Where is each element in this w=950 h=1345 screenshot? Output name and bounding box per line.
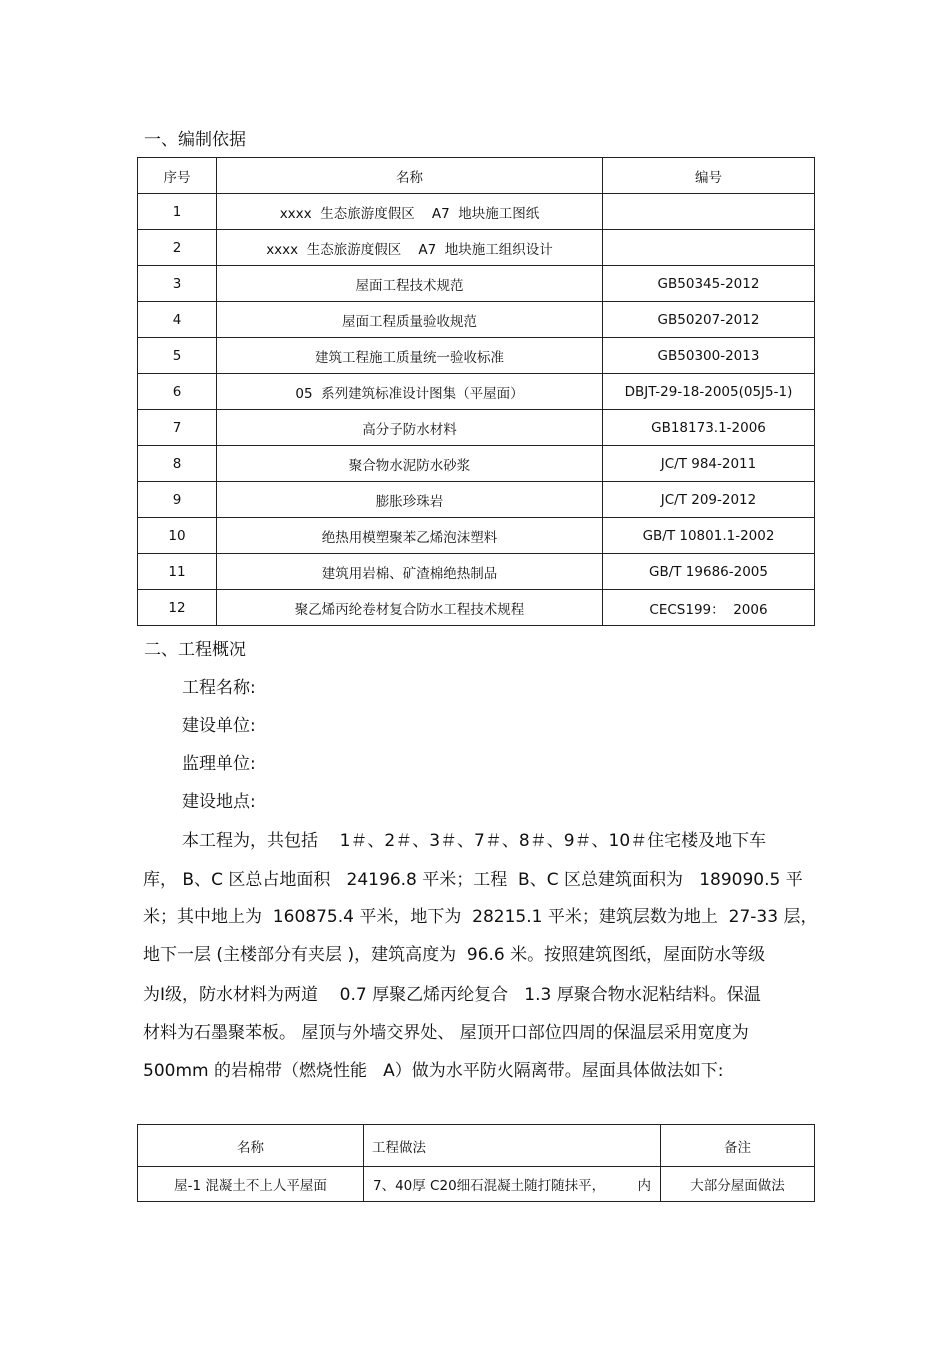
table-header-row [138, 158, 815, 194]
cell-index: 12 [138, 590, 217, 626]
cell-name: 绝热用模塑聚苯乙烯泡沫塑料 [217, 518, 603, 554]
table-row [138, 302, 815, 338]
header-name: 名称 [217, 158, 603, 194]
cell-roof-name: 屋-1 混凝土不上人平屋面 [138, 1167, 364, 1202]
cell-index: 2 [138, 230, 217, 266]
cell-name: xxxx 生态旅游度假区 A7 地块施工图纸 [217, 194, 603, 230]
header-index: 序号 [138, 158, 217, 194]
table-row [138, 266, 815, 302]
header-code: 编号 [603, 158, 815, 194]
header-name: 名称 [138, 1125, 364, 1167]
reference-standards-table [137, 157, 815, 626]
cell-name: 聚合物水泥防水砂浆 [217, 446, 603, 482]
header-note: 备注 [661, 1125, 815, 1167]
cell-code: JC/T 209-2012 [603, 482, 815, 518]
cell-index: 6 [138, 374, 217, 410]
cell-code: GB/T 10801.1-2002 [603, 518, 815, 554]
paragraph-line: 米；其中地上为 160875.4 平米，地下为 28215.1 平米；建筑层数为地上 27-33 层， [143, 907, 818, 927]
cell-name: 建筑用岩棉、矿渣棉绝热制品 [217, 554, 603, 590]
cell-code [603, 194, 815, 230]
paragraph-line: 材料为石墨聚苯板。 屋顶与外墙交界处、 屋顶开口部位四周的保温层采用宽度为 [143, 1023, 749, 1043]
cell-index: 4 [138, 302, 217, 338]
table-row [138, 446, 815, 482]
cell-index: 9 [138, 482, 217, 518]
cell-index: 11 [138, 554, 217, 590]
cell-code: GB18173.1-2006 [603, 410, 815, 446]
header-method: 工程做法 [364, 1125, 661, 1167]
table-row [138, 554, 815, 590]
cell-name: 聚乙烯丙纶卷材复合防水工程技术规程 [217, 590, 603, 626]
cell-code: GB/T 19686-2005 [603, 554, 815, 590]
table-row [138, 590, 815, 626]
cell-index: 10 [138, 518, 217, 554]
cell-code: GB50300-2013 [603, 338, 815, 374]
cell-code: GB50345-2012 [603, 266, 815, 302]
table-row [138, 374, 815, 410]
cell-code [603, 230, 815, 266]
section-title-overview: 二、工程概况 [144, 640, 246, 660]
table-row [138, 482, 815, 518]
table-row [138, 194, 815, 230]
cell-name: 高分子防水材料 [217, 410, 603, 446]
cell-code: JC/T 984-2011 [603, 446, 815, 482]
cell-name: 05 系列建筑标准设计图集（平屋面） [217, 374, 603, 410]
roof-method-table [137, 1124, 815, 1202]
paragraph-line: 地下一层 (主楼部分有夹层 )，建筑高度为 96.6 米。按照建筑图纸，屋面防水等级 [143, 945, 766, 965]
cell-roof-method [364, 1167, 661, 1202]
cell-roof-note: 大部分屋面做法 [661, 1167, 815, 1202]
table-row [138, 230, 815, 266]
cell-code: GB50207-2012 [603, 302, 815, 338]
cell-name: xxxx 生态旅游度假区 A7 地块施工组织设计 [217, 230, 603, 266]
table-row [138, 1167, 815, 1202]
cell-code: DBJT-29-18-2005(05J5-1) [603, 374, 815, 410]
cell-index: 1 [138, 194, 217, 230]
field-location: 建设地点: [182, 792, 256, 812]
paragraph-line: 500mm 的岩棉带（燃烧性能 A）做为水平防火隔离带。屋面具体做法如下: [143, 1061, 724, 1081]
paragraph-line: 库， B、C 区总占地面积 24196.8 平米；工程 B、C 区总建筑面积为 189090.5 平 [143, 870, 803, 890]
cell-code: CECS199： 2006 [603, 590, 815, 626]
field-project-name: 工程名称: [182, 678, 256, 698]
table-row [138, 410, 815, 446]
method-text: 7、40厚 C20细石混凝土随打随抹平， [373, 1178, 606, 1194]
cell-name: 屋面工程质量验收规范 [217, 302, 603, 338]
paragraph-line: 为Ⅰ级，防水材料为两道 0.7 厚聚乙烯丙纶复合 1.3 厚聚合物水泥粘结料。保温 [143, 985, 761, 1005]
cell-name: 建筑工程施工质量统一验收标准 [217, 338, 603, 374]
section-title-basis: 一、编制依据 [144, 130, 246, 150]
table-row [138, 338, 815, 374]
cell-index: 5 [138, 338, 217, 374]
cell-name: 屋面工程技术规范 [217, 266, 603, 302]
cell-index: 3 [138, 266, 217, 302]
field-supervision-unit: 监理单位: [182, 754, 256, 774]
cell-index: 7 [138, 410, 217, 446]
table-header-row [138, 1125, 815, 1167]
paragraph-line: 本工程为，共包括 1＃、2＃、3＃、7＃、8＃、9＃、10＃住宅楼及地下车 [182, 831, 767, 851]
cell-name: 膨胀珍珠岩 [217, 482, 603, 518]
cell-index: 8 [138, 446, 217, 482]
table-row [138, 518, 815, 554]
field-construction-unit: 建设单位: [182, 716, 256, 736]
method-tail: 内 [637, 1178, 651, 1194]
